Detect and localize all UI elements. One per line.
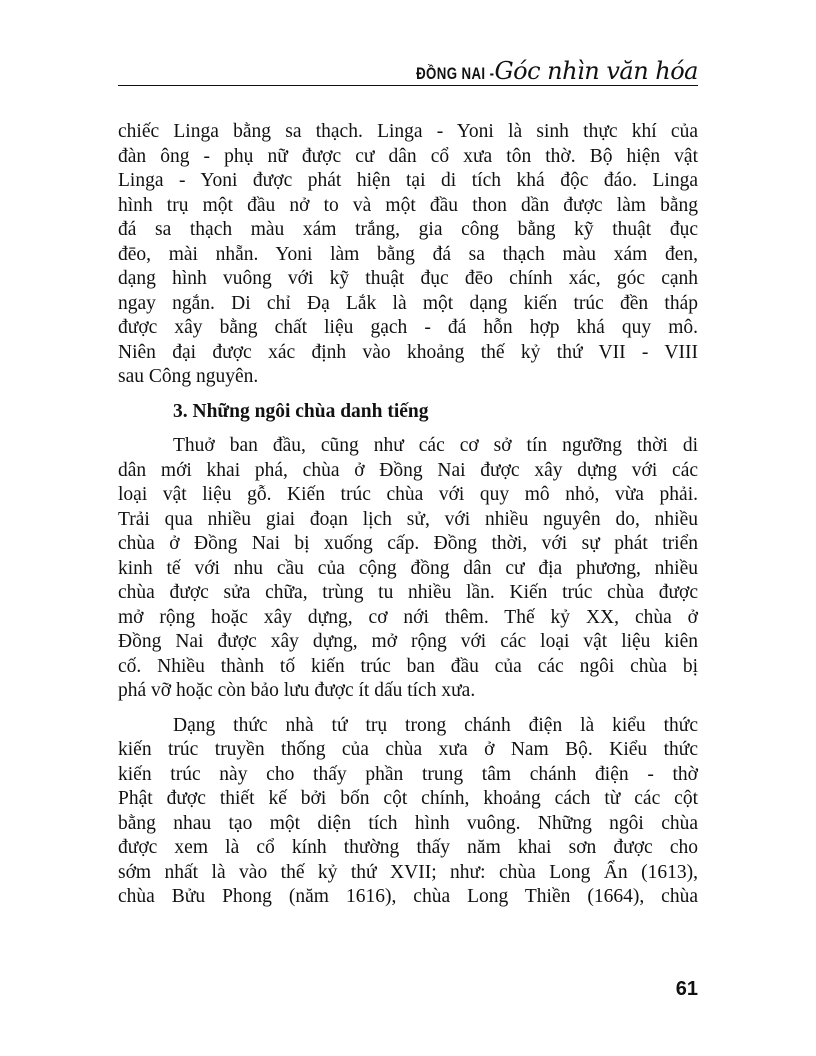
text-line: dạng hình vuông với kỹ thuật đục đēo chính xác, góc cạnh: [118, 268, 698, 289]
text-line: Niên đại được xác định vào khoảng thế kỷ thứ VII - VIII: [118, 341, 698, 363]
text-line: Linga - Yoni được phát hiện tại di tích khá độc đáo. Linga: [118, 170, 698, 191]
text-line: dân mới khai phá, chùa ở Đồng Nai được xây dựng với các: [118, 459, 698, 481]
text-line: kiến trúc truyền thống của chùa xưa ở Nam Bộ. Kiểu thức: [118, 739, 698, 760]
paragraph: [118, 714, 698, 910]
text-line: Trải qua nhiều giai đoạn lịch sử, với nhiều nguyên do, nhiều: [118, 508, 698, 530]
text-line: phá vỡ hoặc còn bảo lưu được ít dấu tích xưa.: [118, 680, 476, 701]
text-line: chiếc Linga bằng sa thạch. Linga - Yoni là sinh thực khí của: [118, 121, 698, 142]
text-line: mở rộng hoặc xây dựng, cơ nới thêm. Thế kỷ XX, chùa ở: [118, 606, 698, 628]
text-line: Phật được thiết kế bởi bốn cột chính, khoảng cách từ các cột: [118, 788, 698, 809]
text-line: đēo, mài nhẵn. Yoni làm bằng đá sa thạch màu xám đen,: [118, 243, 698, 265]
text-line: hình trụ một đầu nở to và một đầu thon dần được làm bằng: [118, 194, 698, 216]
header-book-name: ĐỒNG NAI -: [416, 64, 495, 83]
header-subtitle: Góc nhìn văn hóa: [494, 57, 698, 85]
text-line: Dạng thức nhà tứ trụ trong chánh điện là kiểu thức: [173, 714, 698, 736]
header-rule: [118, 85, 698, 86]
text-line: cố. Nhiều thành tố kiến trúc ban đầu của các ngôi chùa bị: [118, 655, 698, 677]
header-title: [394, 57, 698, 85]
text-line: Thuở ban đầu, cũng như các cơ sở tín ngưỡng thời di: [173, 435, 698, 456]
page-body: [118, 120, 698, 910]
text-line: đá sa thạch màu xám trắng, gia công bằng kỹ thuật đục: [118, 219, 698, 240]
paragraph: [118, 120, 698, 390]
text-line: chùa ở Đồng Nai bị xuống cấp. Đồng thời, với sự phát triển: [118, 533, 698, 554]
running-header: [118, 58, 698, 86]
text-line: chùa được sửa chữa, trùng tu nhiều lần. Kiến trúc chùa được: [118, 582, 698, 603]
text-line: được xây bằng chất liệu gạch - đá hỗn hợp khá quy mô.: [118, 317, 698, 338]
text-line: bằng nhau tạo một diện tích hình vuông. Những ngôi chùa: [118, 812, 698, 834]
page-number: 61: [675, 978, 698, 1000]
text-line: chùa Bửu Phong (năm 1616), chùa Long Thiền (1664), chùa: [118, 886, 698, 907]
text-line: sớm nhất là vào thế kỷ thứ XVII; như: chùa Long Ẩn (1613),: [118, 861, 698, 883]
text-line: đàn ông - phụ nữ được cư dân cổ xưa tôn thờ. Bộ hiện vật: [118, 145, 698, 167]
text-line: kiến trúc này cho thấy phần trung tâm chánh điện - thờ: [118, 763, 698, 785]
text-line: kinh tế với nhu cầu của cộng đồng dân cư địa phương, nhiều: [118, 557, 698, 579]
text-line: Đồng Nai được xây dựng, mở rộng với các loại vật liệu kiên: [118, 631, 698, 652]
text-line: sau Công nguyên.: [118, 366, 259, 387]
paragraph: [118, 434, 698, 704]
text-line: loại vật liệu gỗ. Kiến trúc chùa với quy mô nhỏ, vừa phải.: [118, 484, 698, 505]
text-line: được xem là cổ kính thường thấy năm khai sơn được cho: [118, 837, 698, 858]
section-heading: 3. Những ngôi chùa danh tiếng: [173, 400, 429, 422]
text-line: ngay ngắn. Di chỉ Đạ Lắk là một dạng kiến trúc đền tháp: [118, 292, 698, 314]
